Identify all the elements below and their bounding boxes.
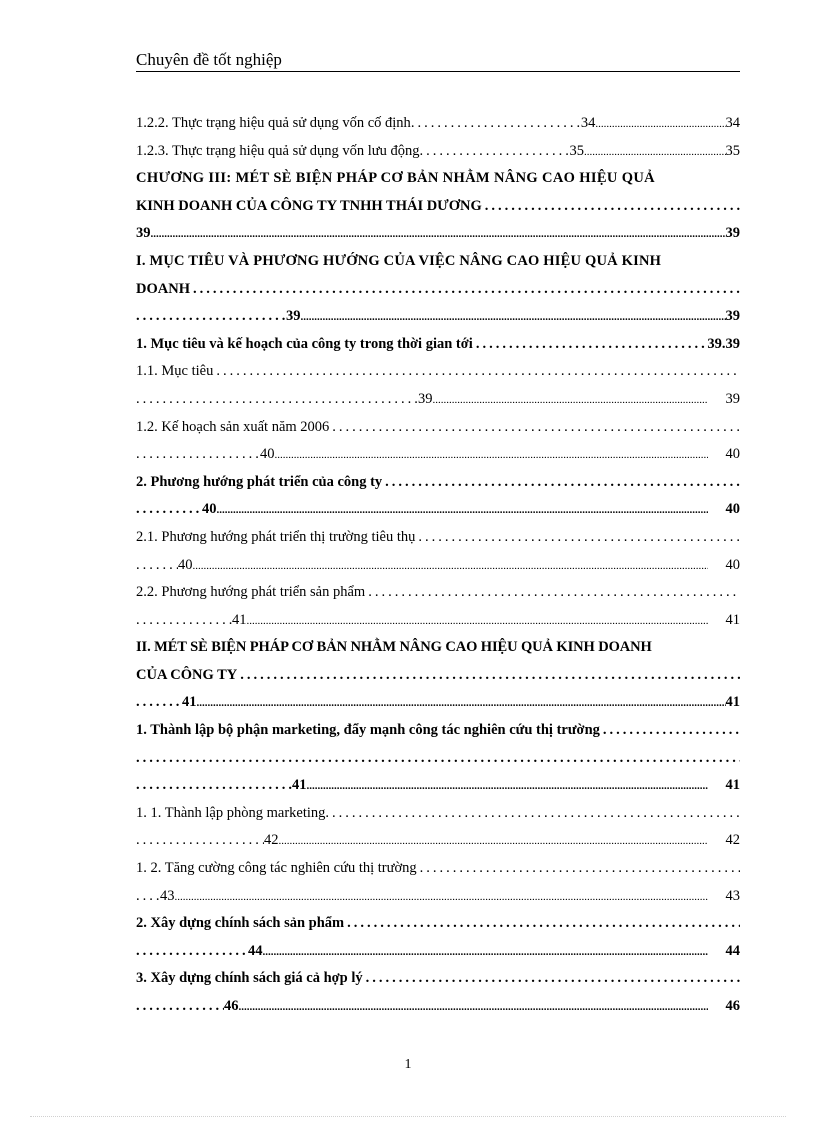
- toc-leader: [193, 553, 708, 580]
- toc-leader: [365, 579, 740, 607]
- toc-leader: [136, 441, 260, 469]
- toc-entry-text: II. MÉT SÈ BIỆN PHÁP CƠ BẢN NHẰM NÂNG CAO HIỆU QUẢ KINH DOANH: [136, 639, 652, 656]
- toc-leader: [136, 745, 740, 773]
- toc-page-number: 34: [725, 115, 740, 131]
- toc-leader: [411, 110, 581, 138]
- toc-entry: [136, 855, 740, 883]
- toc-page-number: 41: [725, 777, 740, 794]
- toc-page-number: 40: [202, 501, 217, 518]
- toc-leader: [279, 828, 708, 855]
- toc-leader: [329, 414, 740, 442]
- toc-entry: [136, 276, 740, 304]
- toc-page-number: 40: [725, 501, 740, 518]
- toc-entry: [136, 662, 740, 690]
- toc-page-number: 44: [725, 942, 740, 959]
- page-number: 1: [404, 1057, 412, 1072]
- toc-page-number: 42: [725, 832, 740, 849]
- toc-leader: [237, 662, 740, 690]
- toc-entry: [136, 358, 740, 386]
- toc-leader: [136, 552, 178, 580]
- toc-leader: [136, 883, 160, 911]
- footer-divider: [30, 1116, 786, 1117]
- toc-entry: [136, 607, 740, 635]
- toc-leader: [136, 689, 182, 717]
- toc-leader: [136, 496, 202, 524]
- toc-entry-text: 2. Xây dựng chính sách sản phẩm: [136, 915, 345, 932]
- toc-leader: [217, 497, 708, 524]
- toc-page-number: 40: [725, 446, 740, 463]
- toc-entry: [136, 552, 740, 580]
- toc-leader: [151, 221, 726, 248]
- toc-page-number: 40: [178, 556, 193, 573]
- toc-page-number: 41: [725, 611, 740, 628]
- toc-leader: [275, 442, 708, 469]
- toc-leader: [247, 608, 708, 635]
- toc-page-number: 41: [182, 694, 197, 711]
- toc-entry: [136, 965, 740, 993]
- toc-page-number: 39: [725, 390, 740, 407]
- toc-leader: [363, 965, 740, 993]
- toc-page-number: 40: [260, 446, 275, 463]
- toc-entry-text: DOANH: [136, 280, 190, 297]
- toc-leader: [136, 303, 286, 331]
- toc-page-number: 40: [725, 556, 740, 573]
- toc-page-number: 46: [725, 998, 740, 1014]
- toc-leader: [175, 884, 708, 911]
- header-rule: [136, 71, 740, 72]
- toc-leader: [307, 773, 708, 800]
- toc-entry: [136, 910, 740, 938]
- table-of-contents: [136, 110, 740, 1021]
- toc-leader: [136, 827, 264, 855]
- toc-entry: [136, 717, 740, 745]
- toc-entry: [136, 110, 740, 138]
- toc-entry-text: 1.2.2. Thực trạng hiệu quả sử dụng vốn cố định: [136, 115, 411, 131]
- toc-entry: [136, 386, 740, 414]
- toc-entry-text: I. MỤC TIÊU VÀ PHƯƠNG HƯỚNG CỦA VIỆC NÂNG CAO HIỆU QUẢ KINH: [136, 252, 662, 269]
- toc-page-number: 39: [136, 225, 151, 242]
- toc-leader: [584, 139, 726, 166]
- toc-entry: [136, 634, 740, 662]
- toc-leader: [595, 111, 725, 138]
- toc-entry-text: 1.1. Mục tiêu: [136, 363, 214, 380]
- toc-entry-text: 1. 1. Thành lập phòng marketing.: [136, 804, 330, 821]
- page-header-title: Chuyên đề tốt nghiệp: [136, 50, 282, 69]
- toc-entry: [136, 689, 740, 717]
- toc-leader: [301, 304, 726, 331]
- toc-page-number: 34: [580, 115, 596, 131]
- toc-entry: [136, 441, 740, 469]
- toc-leader: [419, 138, 569, 166]
- toc-entry: [136, 800, 740, 828]
- toc-entry-text: KINH DOANH CỦA CÔNG TY TNHH THÁI DƯƠNG: [136, 197, 482, 214]
- toc-page-number: 41: [292, 777, 307, 794]
- toc-page-number: 43: [725, 887, 740, 904]
- toc-leader: [263, 939, 708, 966]
- toc-entry-text: 1. Mục tiêu và kế hoạch của công ty trong thời gian tới: [136, 335, 473, 352]
- toc-entry-text: 1.2. Kế hoạch sản xuất năm 2006: [136, 418, 330, 435]
- toc-page-number: 39: [418, 390, 433, 407]
- toc-entry: [136, 414, 740, 442]
- toc-page-number: 39.39: [707, 335, 740, 352]
- toc-entry: [136, 220, 740, 248]
- toc-leader: [417, 855, 740, 883]
- toc-entry-text: 2.1. Phương hướng phát triển thị trường tiêu thụ: [136, 528, 416, 545]
- toc-entry: [136, 745, 740, 773]
- toc-leader: [136, 386, 418, 414]
- toc-leader: [136, 938, 248, 966]
- toc-page-number: 35: [725, 142, 740, 159]
- toc-page-number: 39: [725, 308, 740, 325]
- toc-page-number: 42: [264, 832, 279, 849]
- toc-leader: [190, 276, 740, 304]
- toc-entry: [136, 772, 740, 800]
- toc-entry: [136, 248, 740, 276]
- toc-entry: [136, 165, 740, 193]
- toc-page-number: 39: [725, 225, 740, 242]
- toc-entry: [136, 469, 740, 497]
- toc-entry: [136, 827, 740, 855]
- toc-entry: [136, 331, 740, 359]
- toc-page-number: 44: [248, 942, 263, 959]
- toc-leader: [213, 358, 740, 386]
- toc-leader: [415, 524, 740, 552]
- toc-leader: [329, 800, 740, 828]
- toc-entry: [136, 193, 740, 221]
- toc-page-number: 43: [160, 887, 175, 904]
- toc-entry: [136, 579, 740, 607]
- toc-leader: [482, 193, 740, 221]
- toc-entry-text: 1. 2. Tăng cường công tác nghiên cứu thị trường: [136, 860, 417, 877]
- toc-page-number: 35: [569, 142, 584, 159]
- toc-leader: [344, 910, 740, 938]
- toc-entry-text: 2.2. Phương hướng phát triển sản phẩm: [136, 584, 366, 601]
- toc-leader: [136, 993, 224, 1021]
- toc-entry: [136, 303, 740, 331]
- toc-page-number: 39: [286, 308, 301, 325]
- toc-entry: [136, 524, 740, 552]
- toc-entry: [136, 993, 740, 1021]
- toc-entry-text: CỦA CÔNG TY: [136, 666, 238, 683]
- toc-leader: [600, 717, 740, 745]
- toc-leader: [197, 690, 726, 717]
- toc-entry: [136, 938, 740, 966]
- toc-leader: [239, 994, 708, 1021]
- toc-entry: [136, 496, 740, 524]
- toc-page-number: 41: [232, 611, 247, 628]
- toc-page-number: 46: [224, 998, 239, 1014]
- toc-entry-text: 3. Xây dựng chính sách giá cả hợp lý: [136, 970, 363, 987]
- toc-leader: [136, 607, 232, 635]
- toc-page-number: 41: [725, 694, 740, 711]
- toc-entry: [136, 138, 740, 166]
- toc-entry-text: 1.2.3. Thực trạng hiệu quả sử dụng vốn lưu động: [136, 142, 420, 159]
- toc-entry-text: 1. Thành lập bộ phận marketing, đẩy mạnh công tác nghiên cứu thị trường: [136, 722, 600, 739]
- toc-entry: [136, 883, 740, 911]
- toc-entry-text: CHƯƠNG III: MÉT SÈ BIỆN PHÁP CƠ BẢN NHẰM NÂNG CAO HIỆU QUẢ: [136, 170, 655, 187]
- toc-leader: [382, 469, 740, 497]
- toc-leader: [433, 387, 708, 414]
- toc-leader: [136, 772, 292, 800]
- toc-leader: [473, 331, 708, 359]
- toc-entry-text: 2. Phương hướng phát triển của công ty: [136, 473, 383, 490]
